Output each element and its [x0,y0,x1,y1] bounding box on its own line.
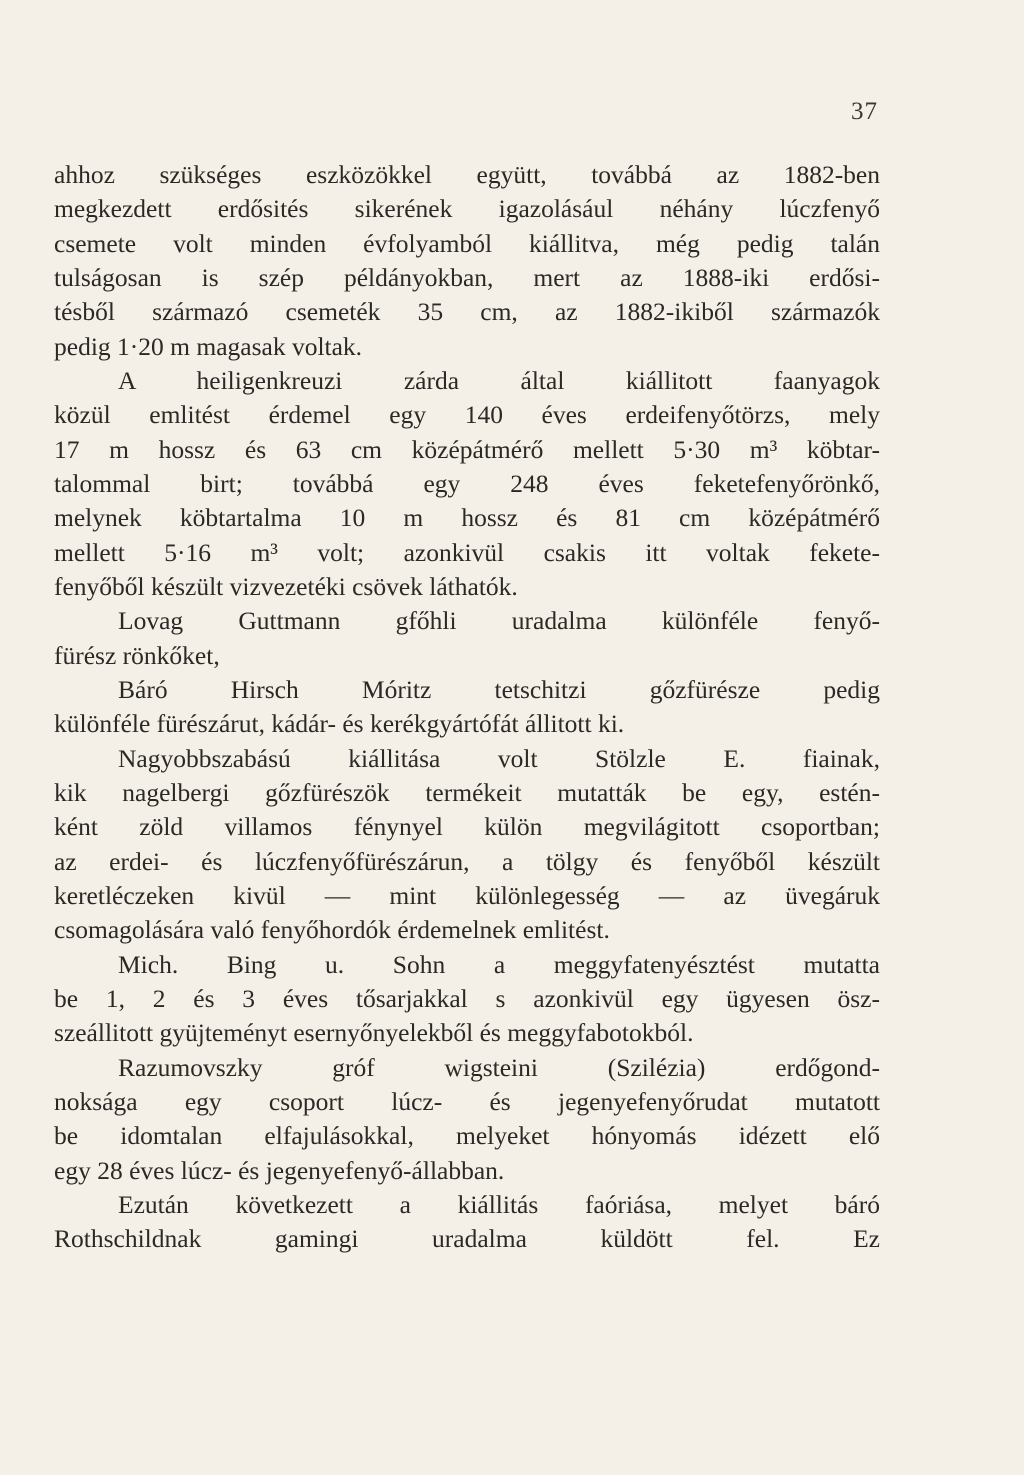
text-line: csomagolására való fenyőhordók érdemelnek emlitést. [54,915,610,945]
text-line: Báró Hirsch Móritz tetschitzi gőzfürésze pedig [118,674,880,704]
text-line: ként zöld villamos fénynyel külön megvilágitott csoportban; [54,812,880,842]
text-line: egy 28 éves lúcz- és jegenyefenyő-állabban. [54,1155,505,1185]
text-line: Mich. Bing u. Sohn a meggyfatenyésztést mutatta [118,949,880,979]
text-line: csemete volt minden évfolyamból kiállitva, még pedig talán [54,228,880,258]
text-line: Rothschildnak gamingi uradalma küldött fel. Ez [54,1224,880,1254]
text-line: Nagyobbszabású kiállitása volt Stölzle E. fiainak, [118,743,880,773]
text-line: be 1, 2 és 3 éves tősarjakkal s azonkivül egy ügyesen ösz- [54,983,880,1013]
text-line: noksága egy csoport lúcz- és jegenyefenyőrudat mutatott [54,1086,880,1116]
text-line: szeállitott gyüjteményt esernyőnyelekből és meggyfabotokból. [54,1018,694,1048]
page-number: 37 [851,98,878,125]
text-line: ahhoz szükséges eszközökkel együtt, továbbá az 1882-ben [54,160,880,189]
text-line: tulságosan is szép példányokban, mert az 1888-iki erdősi- [54,262,880,292]
text-line: be idomtalan elfajulásokkal, melyeket hónyomás idézett elő [54,1121,880,1151]
text-line: tésből származó csemeték 35 cm, az 1882-ikiből származók [54,297,880,327]
text-line: Ezután következett a kiállitás faóriása, melyet báró [118,1189,880,1219]
text-line: A heiligenkreuzi zárda által kiállitott faanyagok [118,365,880,395]
text-line: az erdei- és lúczfenyőfürészárun, a tölgy és fenyőből készült [54,846,880,876]
body-text [54,158,880,1257]
text-line: mellett 5·16 m³ volt; azonkivül csakis itt voltak fekete- [54,537,880,567]
text-line: talommal birt; továbbá egy 248 éves feketefenyőrönkő, [54,468,880,498]
text-line: keretléczeken kivül — mint különlegesség — az üvegáruk [54,880,880,910]
text-line: fenyőből készült vizvezetéki csövek láthatók. [54,571,518,601]
text-line: pedig 1·20 m magasak voltak. [54,331,363,361]
text-line: kik nagelbergi gőzfürészök termékeit mutatták be egy, estén- [54,777,880,807]
text-line: közül emlitést érdemel egy 140 éves erdeifenyőtörzs, mely [54,400,880,430]
text-line: Razumovszky gróf wigsteini (Szilézia) erdőgond- [118,1052,880,1082]
text-line: fürész rönkőket, [54,640,220,670]
text-line: 17 m hossz és 63 cm középátmérő mellett 5·30 m³ köbtar- [54,434,880,464]
text-line: megkezdett erdősités sikerének igazolásául néhány lúczfenyő [54,194,880,224]
text-line: különféle fürészárut, kádár- és kerékgyártófát állitott ki. [54,709,625,739]
text-line: Lovag Guttmann gfőhli uradalma különféle fenyő- [118,606,880,636]
text-line: melynek köbtartalma 10 m hossz és 81 cm középátmérő [54,503,880,533]
